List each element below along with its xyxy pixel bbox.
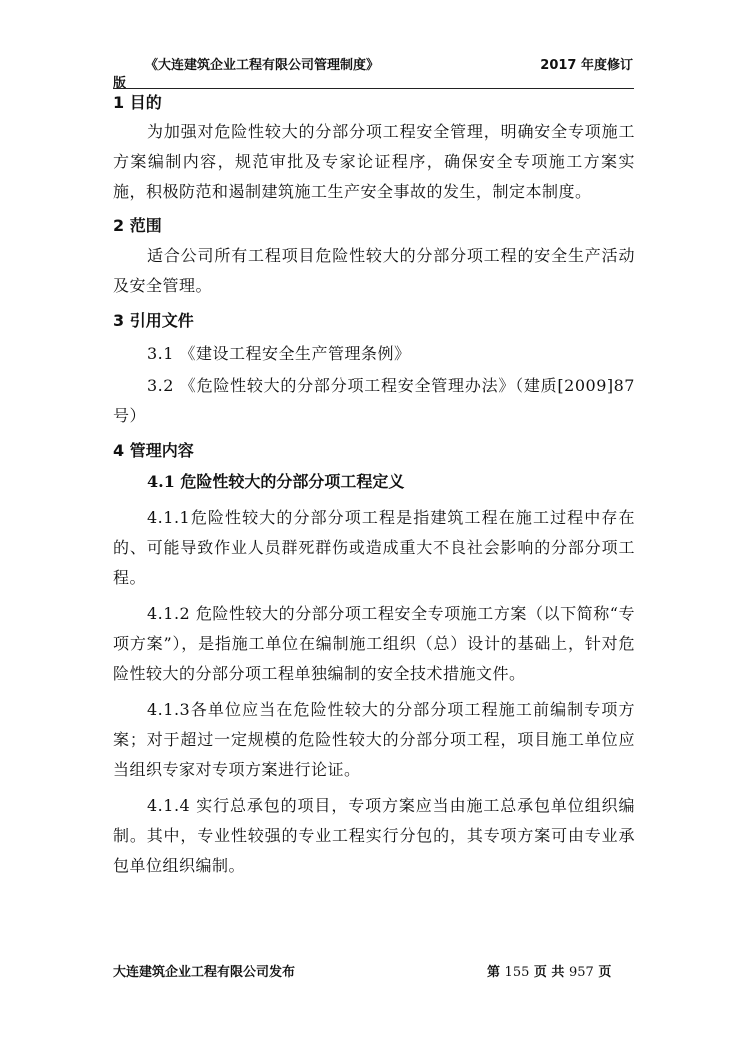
paragraph-purpose: 为加强对危险性较大的分部分项工程安全管理，明确安全专项施工方案编制内容，规范审批及专家论证程序，确保安全专项施工方案实施，积极防范和遏制建筑施工生产安全事故的发生，制定本制度。	[113, 122, 635, 201]
reference-item-2: 3.2 《危险性较大的分部分项工程安全管理办法》（建质[2009]87 号）	[113, 376, 635, 425]
section-heading-purpose: 1 目的	[113, 93, 162, 112]
page-suffix: 页	[598, 965, 612, 980]
page-total: 957	[568, 965, 594, 980]
header-title: 《大连建筑企业工程有限公司管理制度》	[145, 58, 380, 73]
paragraph-4-1-3: 4.1.3各单位应当在危险性较大的分部分项工程施工前编制专项方案；对于超过一定规模的危险性较大的分部分项工程，项目施工单位应当组织专家对专项方案进行论证。	[113, 700, 635, 779]
header-revision-continued: 版	[113, 76, 127, 91]
page-header	[113, 52, 633, 91]
header-revision: 2017 年度修订	[540, 58, 633, 73]
section-heading-management: 4 管理内容	[113, 441, 194, 460]
paragraph-4-1-1: 4.1.1危险性较大的分部分项工程是指建筑工程在施工过程中存在的、可能导致作业人员群死群伤或造成重大不良社会影响的分部分项工程。	[113, 508, 635, 587]
subsection-heading-definition: 4.1 危险性较大的分部分项工程定义	[147, 472, 405, 491]
header-divider	[113, 88, 634, 89]
reference-item-1: 3.1 《建设工程安全生产管理条例》	[147, 344, 411, 363]
document-body	[113, 92, 635, 881]
section-heading-references: 3 引用文件	[113, 311, 194, 330]
page-current: 155	[504, 965, 530, 980]
paragraph-4-1-2: 4.1.2 危险性较大的分部分项工程安全专项施工方案（以下简称“专项方案”），是指施工单位在编制施工组织（总）设计的基础上，针对危险性较大的分部分项工程单独编制的安全技术措施文件。	[113, 604, 635, 683]
paragraph-scope: 适合公司所有工程项目危险性较大的分部分项工程的安全生产活动及安全管理。	[113, 246, 635, 295]
section-heading-scope: 2 范围	[113, 216, 162, 235]
footer-page-number	[487, 961, 611, 980]
paragraph-4-1-4: 4.1.4 实行总承包的项目，专项方案应当由施工总承包单位组织编制。其中，专业性较强的专业工程实行分包的，其专项方案可由专业承包单位组织编制。	[113, 796, 635, 875]
footer-publisher: 大连建筑企业工程有限公司发布	[113, 965, 296, 980]
page-mid: 页 共	[533, 965, 565, 980]
page-prefix: 第	[487, 965, 501, 980]
